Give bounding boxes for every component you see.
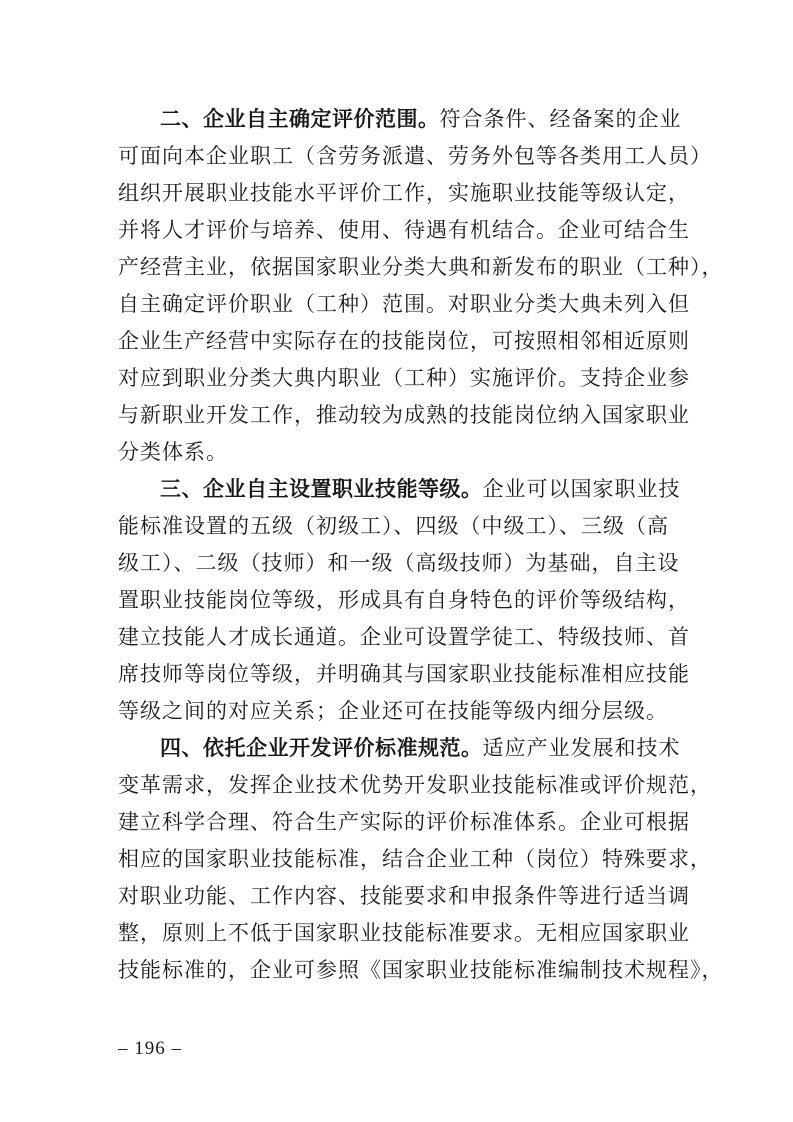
paragraph-3-line-2: 能标准设置的五级（初级工）、四级（中级工）、三级（高 (118, 514, 669, 538)
paragraph-3-line-7: 等级之间的对应关系；企业还可在技能等级内细分层级。 (118, 699, 668, 723)
paragraph-3-line-3: 级工）、二级（技师）和一级（高级技师）为基础，自主设 (118, 551, 680, 575)
paragraph-2-line-7: 企业生产经营中实际存在的技能岗位，可按照相邻相近原则 (118, 329, 690, 353)
paragraph-2-heading: 二、企业自主确定评价范围。 (160, 107, 440, 131)
paragraph-4-line-5: 对职业功能、工作内容、技能要求和申报条件等进行适当调 (118, 884, 690, 908)
page-number: – 196 – (118, 1038, 182, 1059)
paragraph-2-line-4: 并将人才评价与培养、使用、待遇有机结合。企业可结合生 (118, 218, 690, 242)
paragraph-2-line-10: 分类体系。 (118, 440, 228, 464)
paragraph-4-line-7: 技能标准的，企业可参照《国家职业技能标准编制技术规程》， (118, 958, 724, 982)
paragraph-2-line-9: 与新职业开发工作，推动较为成熟的技能岗位纳入国家职业 (118, 403, 690, 427)
paragraph-2-line-1: 二、企业自主确定评价范围。符合条件、经备案的企业 (160, 107, 682, 131)
paragraph-3-line-6: 席技师等岗位等级，并明确其与国家职业技能标准相应技能 (118, 662, 690, 686)
paragraph-4-line-1: 四、依托企业开发评价标准规范。适应产业发展和技术 (160, 736, 681, 760)
paragraph-3-line-5: 建立技能人才成长通道。企业可设置学徒工、特级技师、首 (118, 625, 690, 649)
paragraph-4-line-4: 相应的国家职业技能标准，结合企业工种（岗位）特殊要求， (118, 847, 712, 871)
paragraph-4-line-6: 整，原则上不低于国家职业技能标准要求。无相应国家职业 (118, 921, 690, 945)
paragraph-4-line-3: 建立科学合理、符合生产实际的评价标准体系。企业可根据 (118, 810, 690, 834)
paragraph-4-heading: 四、依托企业开发评价标准规范。 (160, 736, 483, 760)
paragraph-3-heading: 三、企业自主设置职业技能等级。 (160, 477, 483, 501)
paragraph-3-line-1: 三、企业自主设置职业技能等级。企业可以国家职业技 (160, 477, 681, 501)
paragraph-2-line-5: 产经营主业，依据国家职业分类大典和新发布的职业（工种）， (118, 255, 724, 279)
paragraph-2-line-8: 对应到职业分类大典内职业（工种）实施评价。支持企业参 (118, 366, 690, 390)
paragraph-2-line-6: 自主确定评价职业（工种）范围。对职业分类大典未列入但 (118, 292, 690, 316)
paragraph-4-line-2: 变革需求，发挥企业技术优势开发职业技能标准或评价规范， (118, 773, 712, 797)
paragraph-2-line-3: 组织开展职业技能水平评价工作，实施职业技能等级认定， (118, 181, 690, 205)
paragraph-3-line-4: 置职业技能岗位等级，形成具有自身特色的评价等级结构， (118, 588, 690, 612)
paragraph-2-line-2: 可面向本企业职工（含劳务派遣、劳务外包等各类用工人员） (118, 144, 712, 168)
